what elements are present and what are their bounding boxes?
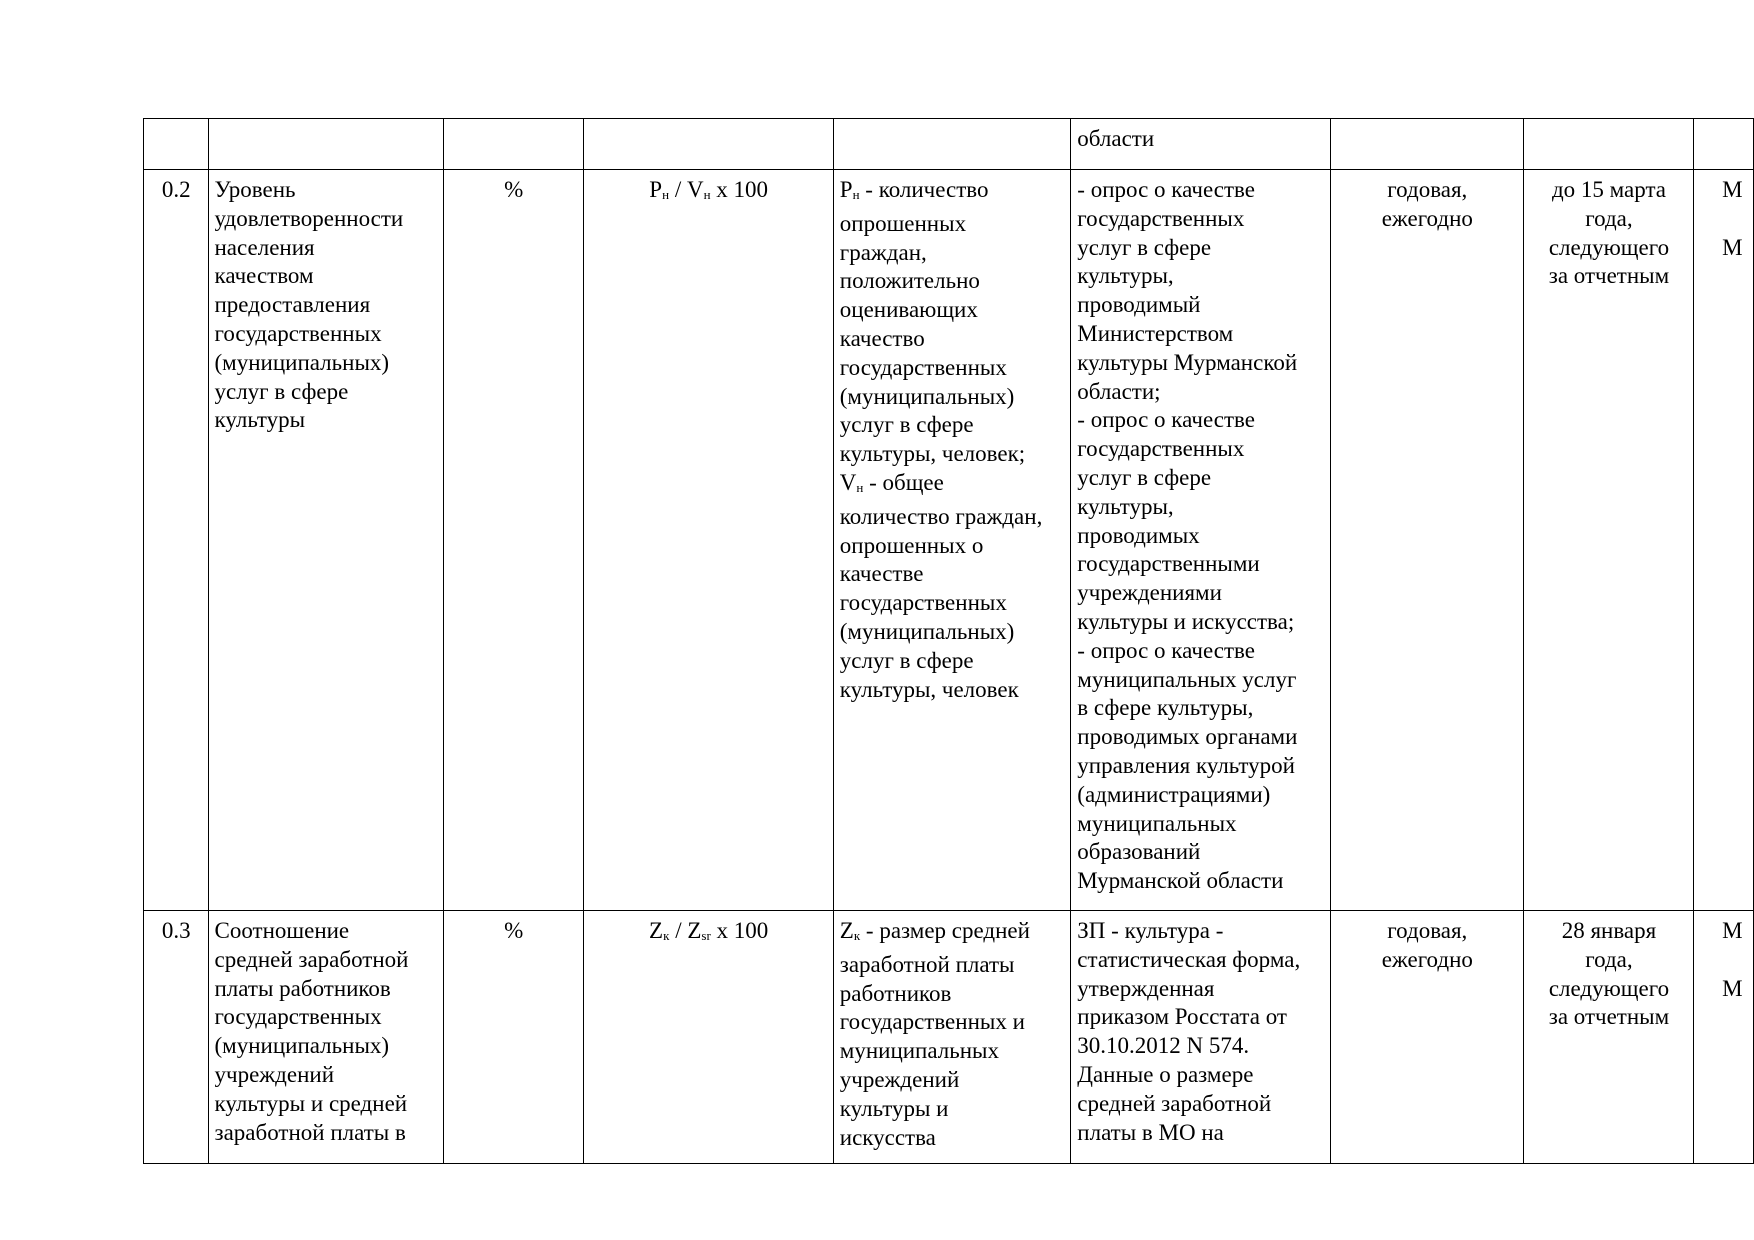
cell-definition <box>833 911 1071 1164</box>
cell-number <box>144 911 209 1164</box>
table-row <box>144 170 1754 911</box>
definition-line <box>840 176 1066 210</box>
source-line: государственных <box>1077 436 1245 462</box>
unit-text: % <box>504 177 524 202</box>
cell-formula <box>583 911 833 1164</box>
cut-line: М <box>1722 234 1743 260</box>
definition-line: государственных <box>839 590 1007 616</box>
cell-indicator <box>208 170 443 911</box>
cell-formula <box>583 170 833 911</box>
formula <box>649 177 768 202</box>
definition-line <box>840 469 1066 503</box>
source-line: управления культурой <box>1077 752 1295 778</box>
source-line: проводимых <box>1077 522 1200 548</box>
source-line: - опрос о качестве <box>1077 407 1255 433</box>
source-line: платы в МО на <box>1077 1119 1224 1145</box>
source-line: ЗП - культура - <box>1077 918 1224 943</box>
cut-line: М <box>1722 177 1743 202</box>
cell-unit <box>443 170 583 911</box>
source-line: государственными <box>1077 551 1260 577</box>
unit-text: % <box>504 918 524 943</box>
cell-number <box>144 119 209 170</box>
source-line: государственных <box>1077 205 1245 231</box>
cell-source <box>1071 119 1330 170</box>
cut-line: М <box>1722 918 1743 943</box>
indicator-line: Уровень <box>214 177 296 202</box>
definition-line: учреждений <box>839 1066 960 1092</box>
cell-deadline <box>1523 911 1693 1164</box>
row-number: 0.2 <box>161 177 191 202</box>
source-line: проводимых органами <box>1077 724 1298 750</box>
cell-deadline <box>1523 170 1693 911</box>
cut-line: М <box>1722 975 1743 1001</box>
indicator-line: услуг в сфере <box>214 378 349 404</box>
definition-text: - размер средней <box>860 918 1030 943</box>
definition-line: количество граждан, <box>839 503 1043 529</box>
indicator-line: (муниципальных) <box>214 349 390 375</box>
formula-sep: / <box>669 918 688 943</box>
cell-definition <box>833 170 1071 911</box>
table-row-continuation <box>144 119 1754 170</box>
indicator-line: Соотношение <box>214 918 350 943</box>
periodicity-line: годовая, <box>1387 918 1468 943</box>
formula-var: Z <box>649 918 664 943</box>
deadline-line: за отчетным <box>1548 263 1670 289</box>
source-line: культуры и искусства; <box>1077 608 1295 634</box>
indicator-line: предоставления <box>214 292 371 318</box>
cell-periodicity <box>1330 911 1523 1164</box>
cell-cut <box>1694 170 1754 911</box>
source-line: (администрациями) <box>1077 781 1271 807</box>
source-text: области <box>1077 126 1155 151</box>
source-line: проводимый <box>1077 292 1201 318</box>
cell-source <box>1071 911 1330 1164</box>
indicator-line: населения <box>214 234 315 260</box>
indicator-line: учреждений <box>214 1061 335 1087</box>
source-line: - опрос о качестве <box>1077 177 1255 202</box>
definition-var: P <box>839 177 853 202</box>
definition-line: культуры, человек; <box>839 441 1026 467</box>
definition-line: граждан, <box>839 239 927 265</box>
table-row <box>144 911 1754 1164</box>
cell-unit <box>443 119 583 170</box>
definition-line: качестве <box>839 561 924 587</box>
deadline-line: 28 января <box>1561 918 1657 943</box>
formula-tail: x 100 <box>710 177 769 202</box>
source-line: муниципальных услуг <box>1077 666 1297 692</box>
cut-line <box>1722 205 1748 234</box>
formula-tail: x 100 <box>710 918 769 943</box>
formula-sub: к <box>663 928 670 943</box>
deadline-line: за отчетным <box>1548 1004 1670 1030</box>
formula-var: P <box>649 177 663 202</box>
definition-line: государственных и <box>839 1009 1025 1035</box>
definition-line: оценивающих <box>839 297 978 323</box>
source-line: услуг в сфере <box>1077 464 1212 490</box>
cell-indicator <box>208 119 443 170</box>
periodicity-line: ежегодно <box>1381 946 1473 972</box>
formula-sep: / <box>669 177 687 202</box>
source-line: образований <box>1077 839 1201 865</box>
periodicity-line: годовая, <box>1387 177 1468 202</box>
source-line: культуры Мурманской <box>1077 349 1298 375</box>
indicator-line: культуры и средней <box>214 1090 408 1116</box>
source-line: 30.10.2012 N 574. <box>1077 1033 1250 1059</box>
source-line: приказом Росстата от <box>1077 1004 1287 1030</box>
indicator-line: культуры <box>214 407 306 433</box>
deadline-line: до 15 марта <box>1551 177 1666 202</box>
source-line: Министерством <box>1077 320 1234 346</box>
source-line: в сфере культуры, <box>1077 695 1254 721</box>
definition-line: государственных <box>839 354 1007 380</box>
indicator-line: заработной платы в <box>214 1119 406 1145</box>
cell-formula <box>583 119 833 170</box>
definition-line: работников <box>839 980 952 1006</box>
deadline-line: следующего <box>1548 975 1670 1001</box>
formula-var: V <box>686 177 704 202</box>
source-line: статистическая форма, <box>1077 946 1301 972</box>
source-line: Мурманской области <box>1077 868 1284 894</box>
definition-sub: н <box>856 479 864 495</box>
indicator-line: удовлетворенности <box>214 205 404 231</box>
formula-sub: sr <box>701 928 711 943</box>
definition-sub: к <box>853 928 861 943</box>
definition-line: качество <box>839 325 925 351</box>
indicator-line: государственных <box>214 1004 382 1030</box>
indicator-line: (муниципальных) <box>214 1033 390 1059</box>
indicator-line: платы работников <box>214 975 391 1001</box>
definition-text: - общее <box>863 469 944 495</box>
cell-number <box>144 170 209 911</box>
formula-sub: н <box>662 187 670 202</box>
source-line: - опрос о качестве <box>1077 637 1255 663</box>
source-line: учреждениями <box>1077 580 1222 606</box>
cell-unit <box>443 911 583 1164</box>
cell-periodicity <box>1330 170 1523 911</box>
deadline-line: года, <box>1585 946 1633 972</box>
definition-line: культуры и <box>839 1095 949 1121</box>
cell-periodicity <box>1330 119 1523 170</box>
definition-sub: н <box>852 187 860 202</box>
cell-definition <box>833 119 1071 170</box>
definition-line: опрошенных <box>839 210 967 236</box>
source-line: области; <box>1077 378 1161 404</box>
definition-line: культуры, человек <box>839 676 1019 702</box>
source-line: услуг в сфере <box>1077 234 1212 260</box>
cell-source <box>1071 170 1330 911</box>
source-line: средней заработной <box>1077 1090 1272 1116</box>
cut-line <box>1722 946 1748 975</box>
formula-sub: н <box>703 187 711 202</box>
definition-line <box>840 917 1066 951</box>
deadline-line: года, <box>1585 205 1633 231</box>
periodicity-line: ежегодно <box>1381 205 1473 231</box>
definition-line: услуг в сфере <box>839 412 974 438</box>
source-line: муниципальных <box>1077 810 1237 836</box>
definition-line: (муниципальных) <box>839 383 1015 409</box>
definition-line: заработной платы <box>839 951 1015 977</box>
indicator-line: государственных <box>214 320 382 346</box>
source-line: Данные о размере <box>1077 1061 1254 1087</box>
source-line: культуры, <box>1077 263 1174 289</box>
indicator-table <box>143 118 1754 1164</box>
definition-line: положительно <box>839 268 980 294</box>
definition-text: - количество <box>859 177 989 202</box>
formula <box>649 918 768 943</box>
definition-var: V <box>839 469 857 495</box>
indicator-line: средней заработной <box>214 946 409 972</box>
row-number: 0.3 <box>161 918 191 943</box>
source-line: утвержденная <box>1077 975 1215 1001</box>
cell-cut <box>1694 119 1754 170</box>
definition-line: искусства <box>839 1124 936 1150</box>
definition-line: (муниципальных) <box>839 618 1015 644</box>
cell-indicator <box>208 911 443 1164</box>
formula-var: Z <box>687 918 702 943</box>
definition-line: опрошенных о <box>839 532 984 558</box>
source-line: культуры, <box>1077 493 1174 519</box>
cell-deadline <box>1523 119 1693 170</box>
indicator-line: качеством <box>214 263 314 289</box>
definition-var: Z <box>839 918 854 943</box>
definition-line: муниципальных <box>839 1038 1000 1064</box>
deadline-line: следующего <box>1548 234 1670 260</box>
definition-line: услуг в сфере <box>839 647 974 673</box>
cell-cut <box>1694 911 1754 1164</box>
